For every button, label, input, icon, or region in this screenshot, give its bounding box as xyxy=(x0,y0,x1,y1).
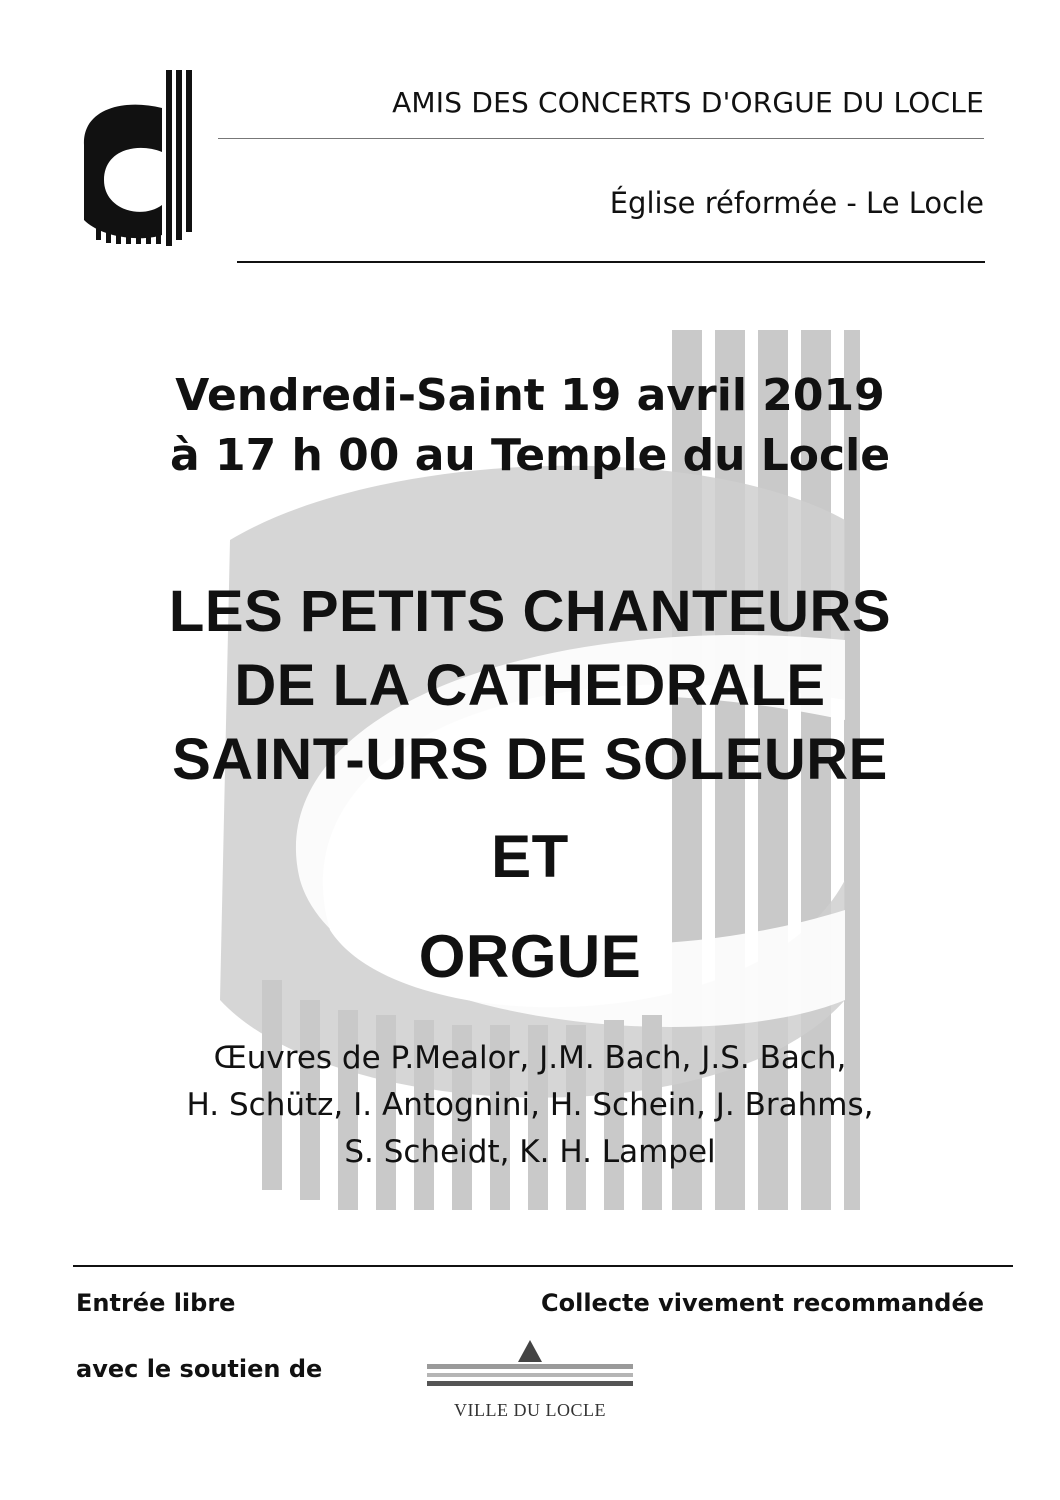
association-name: AMIS DES CONCERTS D'ORGUE DU LOCLE xyxy=(392,86,984,119)
title-conjunction: ET xyxy=(491,823,569,890)
title-line-2: DE LA CATHEDRALE xyxy=(234,653,826,718)
works-line-1: Œuvres de P.Mealor, J.M. Bach, J.S. Bach, xyxy=(213,1040,847,1076)
sponsor-name: VILLE DU LOCLE xyxy=(454,1400,606,1420)
entry-info: Entrée libre xyxy=(76,1289,236,1317)
works-line-2: H. Schütz, I. Antognini, H. Schein, J. Brahms, xyxy=(186,1087,874,1123)
title-line-3: SAINT-URS DE SOLEURE xyxy=(172,727,888,792)
footer-divider xyxy=(73,1265,1013,1267)
header-divider xyxy=(237,261,985,263)
collection-info: Collecte vivement recommandée xyxy=(540,1289,984,1317)
organ-pipes-logo-icon xyxy=(82,70,194,246)
event-date: Vendredi-Saint 19 avril 2019 xyxy=(175,370,885,421)
ville-du-locle-logo-icon xyxy=(425,1338,635,1398)
support-label: avec le soutien de xyxy=(76,1355,323,1383)
title-line-1: LES PETITS CHANTEURS xyxy=(168,579,892,644)
title-instrument: ORGUE xyxy=(418,923,642,990)
event-time-place: à 17 h 00 au Temple du Locle xyxy=(169,430,891,481)
header-divider-thin xyxy=(218,138,984,139)
works-line-3: S. Scheidt, K. H. Lampel xyxy=(344,1134,716,1170)
church-location: Église réformée - Le Locle xyxy=(609,186,984,220)
